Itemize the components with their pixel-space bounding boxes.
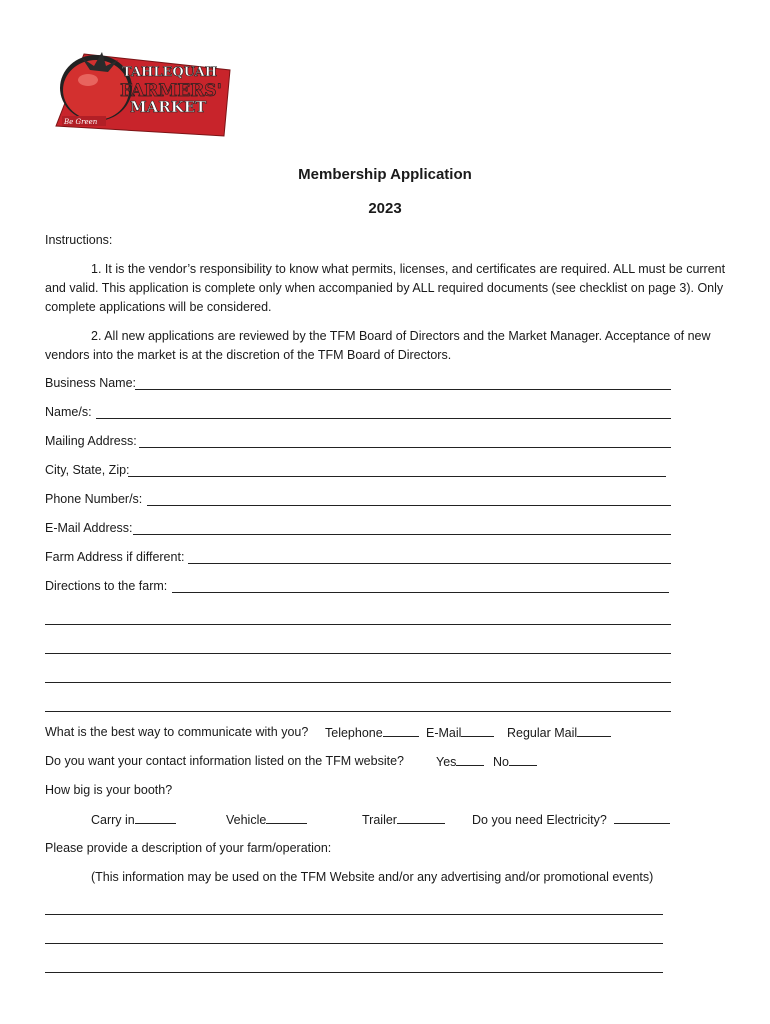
names-label: Name/s:	[45, 405, 92, 419]
mailing-address-field[interactable]	[139, 435, 671, 448]
electricity-label: Do you need Electricity?	[472, 813, 607, 827]
directions-field[interactable]	[172, 580, 669, 593]
page-year: 2023	[368, 200, 402, 217]
vehicle-label: Vehicle	[226, 813, 267, 827]
website-no-option[interactable]	[493, 754, 537, 769]
electricity-blank[interactable]	[614, 812, 670, 824]
business-name-label: Business Name:	[45, 376, 137, 390]
email-option[interactable]	[426, 725, 494, 740]
description-line-2[interactable]	[45, 943, 663, 944]
instruction-item-1: 1. It is the vendor’s responsibility to know what permits, licenses, and certificates are required. ALL must be current and valid. This application is complete only when accompanied by ALL required documents (see checklist on page 3). Only complete applications will be considered.	[45, 262, 726, 314]
vehicle-blank[interactable]	[266, 812, 307, 824]
farm-address-field[interactable]	[188, 551, 671, 564]
directions-line-5[interactable]	[45, 711, 671, 712]
logo-graphic	[54, 46, 232, 138]
city-state-zip-label: City, State, Zip:	[45, 463, 130, 477]
website-no-blank[interactable]	[509, 754, 537, 766]
logo-text-line3: MARKET	[130, 98, 207, 116]
email-blank[interactable]	[461, 725, 494, 737]
directions-line-3[interactable]	[45, 653, 671, 654]
trailer-label: Trailer	[362, 813, 397, 827]
vehicle-option[interactable]	[226, 812, 307, 827]
description-line-1[interactable]	[45, 914, 663, 915]
farm-address-label: Farm Address if different:	[45, 550, 185, 564]
trailer-option[interactable]	[362, 812, 445, 827]
carry-in-option[interactable]	[91, 812, 176, 827]
telephone-option[interactable]	[325, 725, 419, 740]
description-line-3[interactable]	[45, 972, 663, 973]
phone-label: Phone Number/s:	[45, 492, 143, 506]
instructions-label: Instructions:	[45, 233, 113, 247]
directions-line-4[interactable]	[45, 682, 671, 683]
mailing-address-label: Mailing Address:	[45, 434, 137, 448]
telephone-label: Telephone	[325, 726, 383, 740]
phone-field[interactable]	[147, 493, 671, 506]
telephone-blank[interactable]	[383, 725, 419, 737]
website-no-label: No	[493, 755, 509, 769]
website-yes-blank[interactable]	[456, 754, 484, 766]
description-prompt: Please provide a description of your farm/operation:	[45, 841, 332, 855]
logo-text-line1: TAHLEQUAH	[122, 65, 218, 80]
farmers-market-logo	[54, 46, 232, 138]
logo-tagline: Be Green	[64, 118, 98, 126]
regular-mail-option[interactable]	[507, 725, 611, 740]
regular-mail-label: Regular Mail	[507, 726, 578, 740]
carry-in-blank[interactable]	[135, 812, 176, 824]
email-option-label: E-Mail	[426, 726, 462, 740]
website-yes-label: Yes	[436, 755, 457, 769]
instruction-item-2: 2. All new applications are reviewed by the TFM Board of Directors and the Market Manager. Acceptance of new vendors into the market is at the discretion of the TFM Board of Directors.	[45, 329, 711, 362]
booth-question: How big is your booth?	[45, 783, 173, 797]
directions-label: Directions to the farm:	[45, 579, 168, 593]
logo-text-line2: FARMERS'	[120, 81, 222, 101]
regular-mail-blank[interactable]	[577, 725, 611, 737]
page-title: Membership Application	[298, 166, 472, 183]
email-field[interactable]	[133, 522, 671, 535]
trailer-blank[interactable]	[397, 812, 445, 824]
website-question: Do you want your contact information listed on the TFM website?	[45, 754, 404, 768]
city-state-zip-field[interactable]	[128, 464, 666, 477]
website-yes-option[interactable]	[436, 754, 484, 769]
communication-question: What is the best way to communicate with you?	[45, 725, 309, 739]
carry-in-label: Carry in	[91, 813, 135, 827]
email-label: E-Mail Address:	[45, 521, 133, 535]
business-name-field[interactable]	[135, 377, 671, 390]
names-field[interactable]	[96, 406, 671, 419]
description-note: (This information may be used on the TFM Website and/or any advertising and/or promotional events)	[91, 870, 654, 884]
electricity-option[interactable]	[472, 812, 670, 827]
directions-line-2[interactable]	[45, 624, 671, 625]
